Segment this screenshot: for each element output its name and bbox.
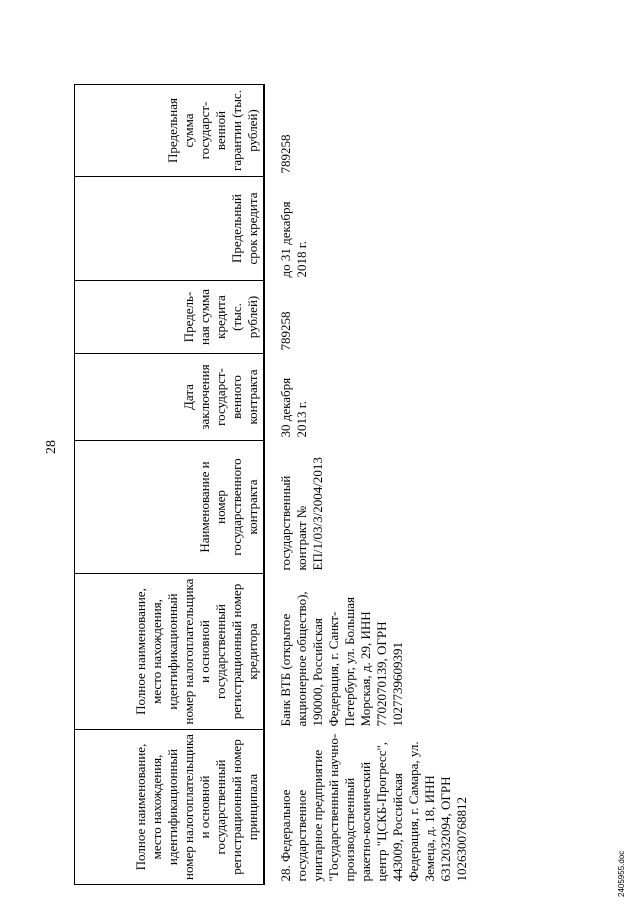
- header-guarantee-limit: Предельная сумма государст-венной гарантии (тыс. рублей): [75, 85, 265, 177]
- header-principal: Полное наименование, место нахождения, идентификационный номер налогоплательщика и основной государственный регистрационный номер принципала: [75, 730, 265, 885]
- cell-contract-date: 30 декабря 2013 г.: [278, 377, 309, 438]
- page-number: 28: [44, 440, 59, 454]
- guarantee-table: [74, 84, 472, 885]
- header-contract-date: Дата заключения государст-венного контракта: [75, 354, 265, 441]
- cell-credit-term: до 31 декабря 2018 г.: [278, 201, 309, 278]
- cell-credit-limit: 789258: [278, 311, 293, 351]
- header-creditor: Полное наименование, место нахождения, идентификационный номер налогоплательщика и основной государственный регистрационный номер кредитора: [75, 574, 265, 730]
- table-header-row: [75, 85, 265, 885]
- cell-creditor: Банк ВТБ (открытое акционерное общество), 190000, Российская Федерация, г. Санкт-Петербург, ул. Большая Морская, д. 29, ИНН 7702070139, ОГРН 1027739609391: [278, 591, 405, 727]
- cell-guarantee-limit: 789258: [278, 134, 293, 174]
- table-row: [274, 85, 472, 885]
- cell-contract: государственный контракт № ЕП/1/03/3/2004/2013: [278, 457, 325, 571]
- document-filename: 2405955.doc: [617, 850, 626, 897]
- header-contract: Наименование и номер государственного контракта: [75, 441, 265, 574]
- header-separator: [264, 85, 274, 885]
- header-credit-limit: Предель-ная сумма кредита (тыс. рублей): [75, 281, 265, 354]
- header-credit-term: Предельный срок кредита: [75, 177, 265, 281]
- cell-principal: 28. Федеральное государственное унитарное предприятие "Государственный научно-производственный ракетно-космический центр "ЦСКБ-Прогресс", 443009, Российская Федерация, г. Самара, ул. Земеца, д. 18, ИНН 6312032094, ОГРН 1026300768812: [278, 733, 469, 882]
